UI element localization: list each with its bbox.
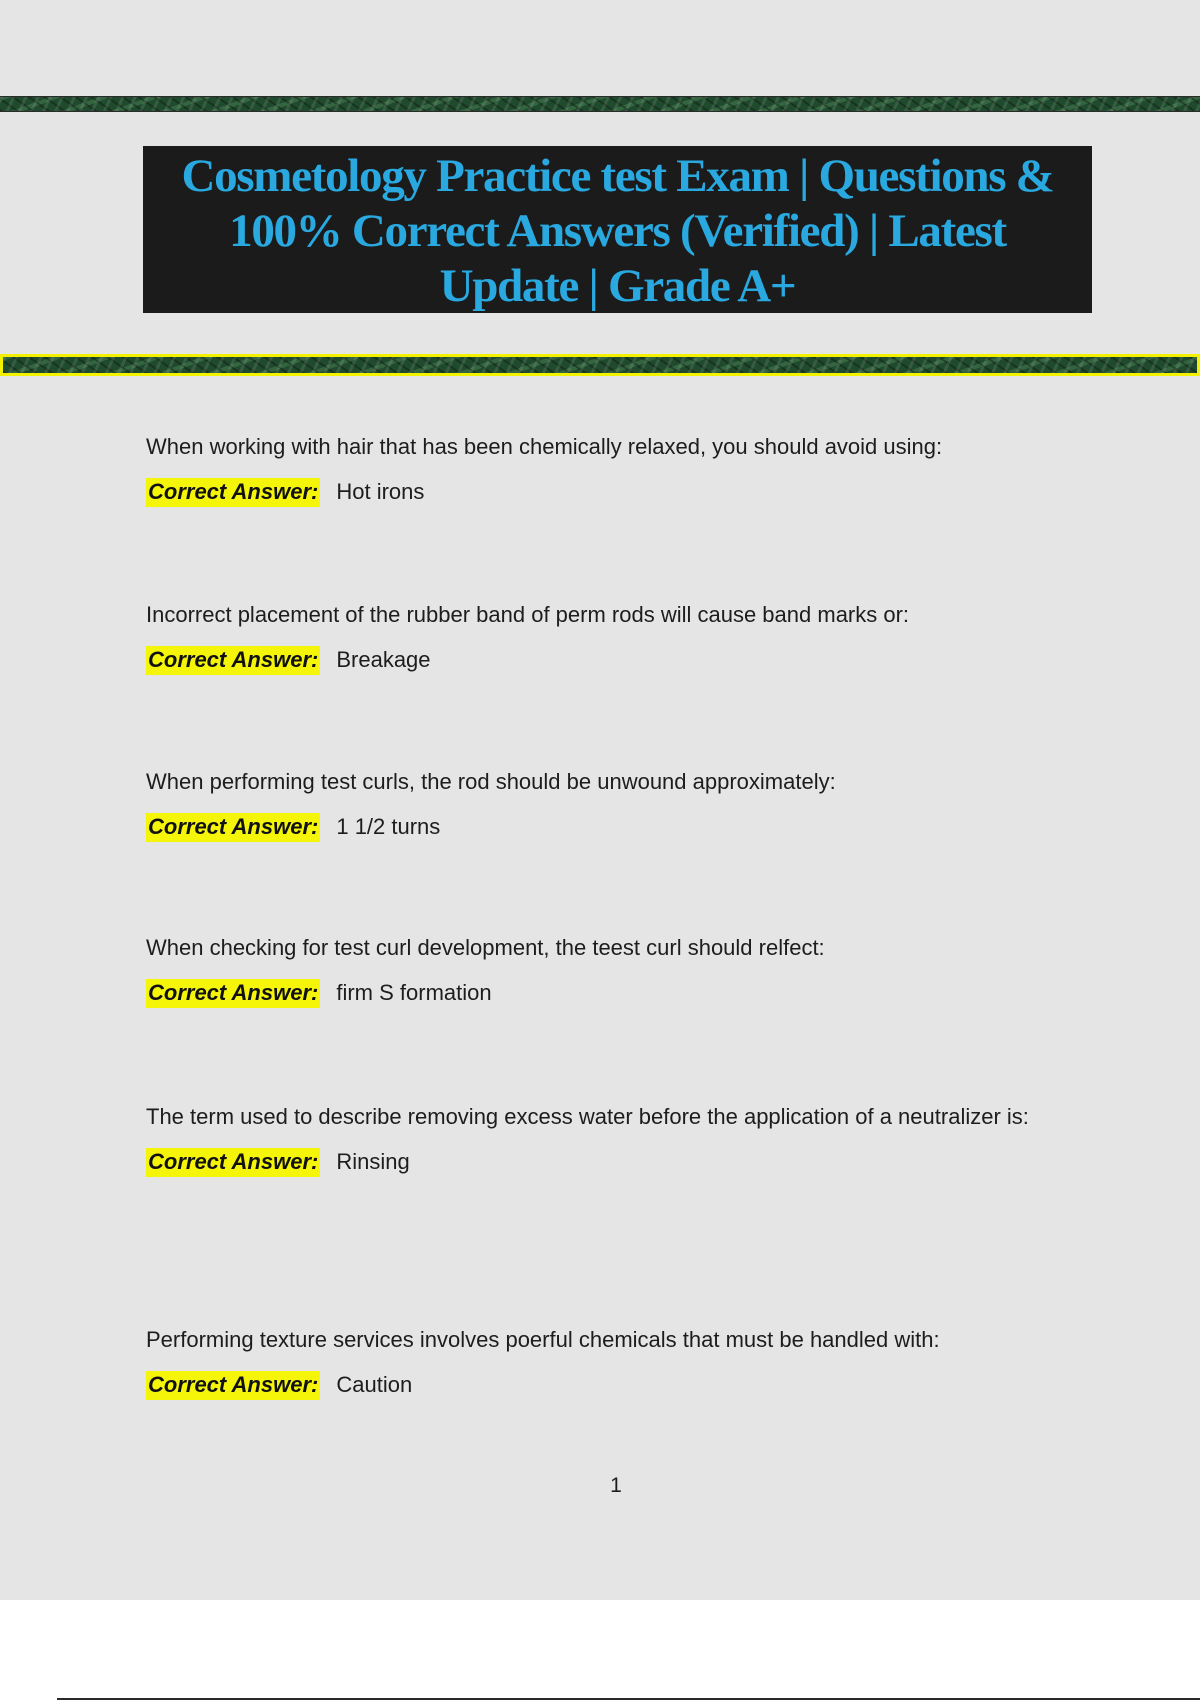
answer-text: Hot irons <box>336 479 425 504</box>
answer-text: 1 1/2 turns <box>336 814 441 839</box>
decorative-border-bottom <box>0 354 1200 376</box>
question-text: Incorrect placement of the rubber band of perm rods will cause band marks or: <box>146 602 910 627</box>
document-title: Cosmetology Practice test Exam | Questions & 100% Correct Answers (Verified) | Latest Update | Grade A+ <box>181 150 1054 312</box>
answer-line <box>146 1145 1096 1179</box>
answer-text: Rinsing <box>336 1149 410 1174</box>
qa-item <box>146 1312 1096 1402</box>
qa-item <box>146 1089 1096 1179</box>
question-text: When working with hair that has been chemically relaxed, you should avoid using: <box>146 434 943 459</box>
answer-text: firm S formation <box>336 980 492 1005</box>
page-number: 1 <box>610 1474 622 1497</box>
question-text: When checking for test curl development, the teest curl should relfect: <box>146 935 825 960</box>
question-text: Performing texture services involves poerful chemicals that must be handled with: <box>146 1327 940 1352</box>
question-text: The term used to describe removing excess water before the application of a neutralizer is: <box>146 1104 1029 1129</box>
question-text: When performing test curls, the rod should be unwound approximately: <box>146 769 836 794</box>
qa-item <box>146 587 1096 677</box>
qa-item <box>146 754 1096 844</box>
qa-item <box>146 419 1096 509</box>
answer-label: Correct Answer: <box>146 979 320 1008</box>
answer-label: Correct Answer: <box>146 1371 320 1400</box>
answer-label: Correct Answer: <box>146 813 320 842</box>
answer-line <box>146 810 1096 844</box>
answer-line <box>146 643 1096 677</box>
answer-label: Correct Answer: <box>146 646 320 675</box>
answer-text: Breakage <box>336 647 431 672</box>
answer-line <box>146 976 1096 1010</box>
answer-label: Correct Answer: <box>146 478 320 507</box>
qa-item <box>146 920 1096 1010</box>
decorative-border-top <box>0 96 1200 112</box>
answer-line <box>146 1368 1096 1402</box>
answer-text: Caution <box>336 1372 413 1397</box>
answer-line <box>146 475 1096 509</box>
answer-label: Correct Answer: <box>146 1148 320 1177</box>
title-banner <box>143 146 1092 313</box>
